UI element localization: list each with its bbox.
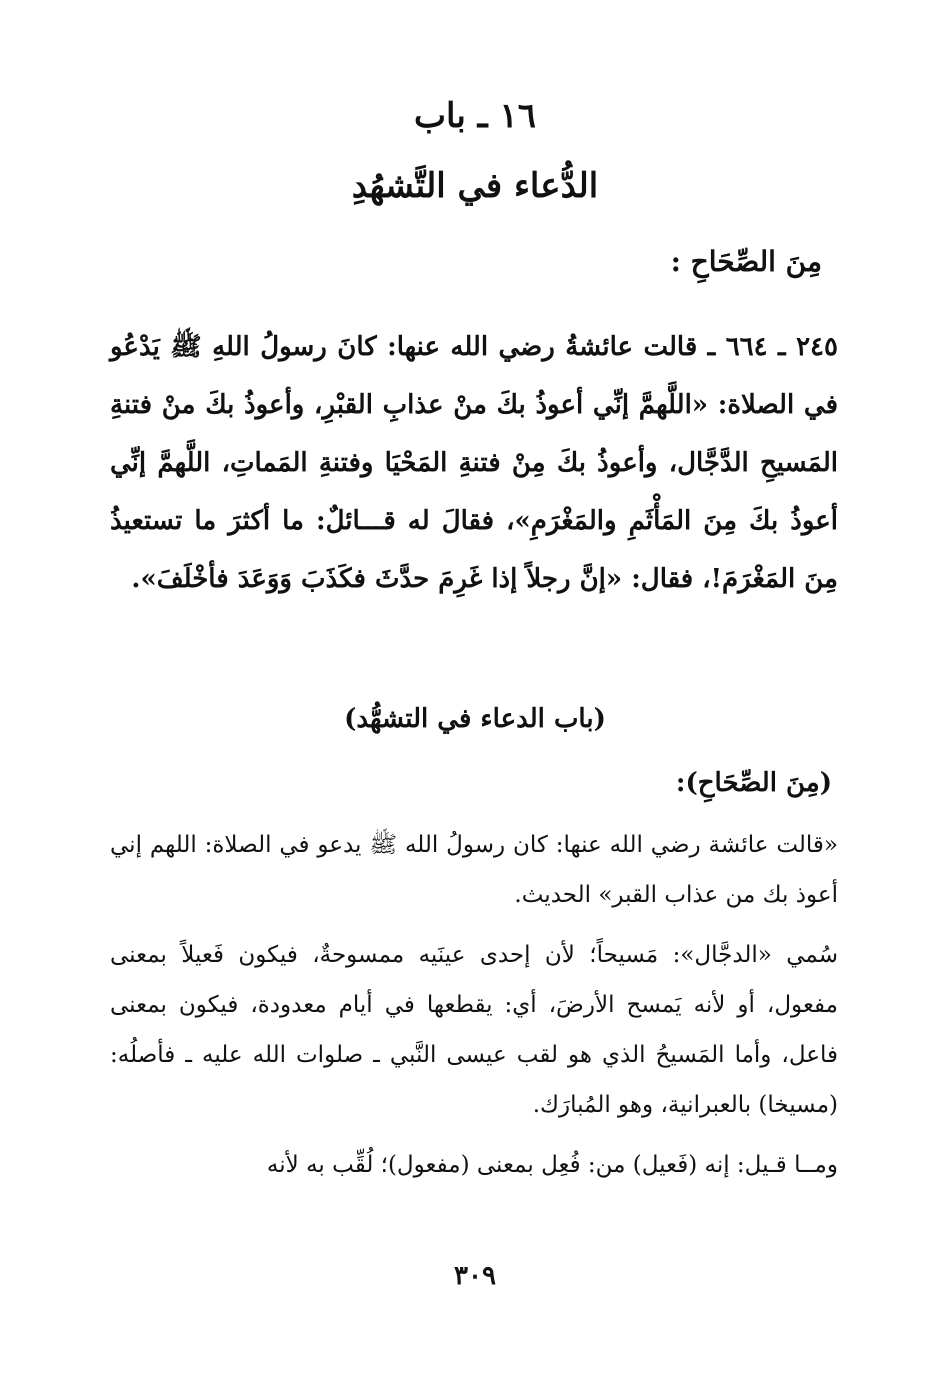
commentary-title: (باب الدعاء في التشهُّد) xyxy=(344,704,606,734)
chapter-title: الدُّعاء في التَّشهُدِ xyxy=(351,166,599,206)
commentary-paragraph: ومــا قـيل: إنه (فَعيل) من: فُعِل بمعنى (مفعول)؛ لُقِّب به لأنه xyxy=(266,1152,838,1178)
section-label: مِنَ الصِّحَاحِ : xyxy=(670,245,822,278)
chapter-number: ١٦ ـ باب xyxy=(414,96,536,136)
page-number: ٣٠٩ xyxy=(454,1261,496,1291)
commentary-paragraph: «قالت عائشة رضي الله عنها: كان رسولُ الله ﷺ يدعو في الصلاة: اللهم إني أعوذ بك من عذاب القبر» الحديث. xyxy=(110,832,838,908)
commentary-body xyxy=(110,820,838,1200)
hadith-text: ٢٤٥ ـ ٦٦٤ ـ قالت عائشةُ رضي الله عنها: كانَ رسولُ اللهِ ﷺ يَدْعُو في الصلاة: «اللَّهمَّ إنِّي أعوذُ بكَ منْ عذابِ القبْرِ، وأعوذُ بكَ منْ فتنةِ المَسيحِ الدَّجَّال، وأعوذُ بكَ مِنْ فتنةِ المَحْيَا وفتنةِ المَماتِ، اللَّهمَّ إنِّي أعوذُ بكَ مِنَ المَأْثَمِ والمَغْرَمِ»، فقالَ له قـــائلٌ: ما أكثرَ ما تستعيذُ مِنَ المَغْرَمَ!، فقال: «إنَّ رجلاً إذا غَرِمَ حدَّثَ فكَذَبَ وَوَعَدَ فأخْلَفَ». xyxy=(110,332,838,594)
commentary-paragraph: سُمي «الدجَّال»: مَسيحاً؛ لأن إحدى عينَيه ممسوحةٌ، فيكون فَعيلاً بمعنى مفعول، أو لأنه يَمسح الأرضَ، أي: يقطعها في أيام معدودة، فيكون بمعنى فاعل، وأما المَسيحُ الذي هو لقب عيسى النَّبي ـ صلوات الله عليه ـ فأصلُه: (مسيخا) بالعبرانية، وهو المُبارَك. xyxy=(110,942,838,1118)
commentary-label: (مِنَ الصِّحَاحِ): xyxy=(675,768,832,798)
